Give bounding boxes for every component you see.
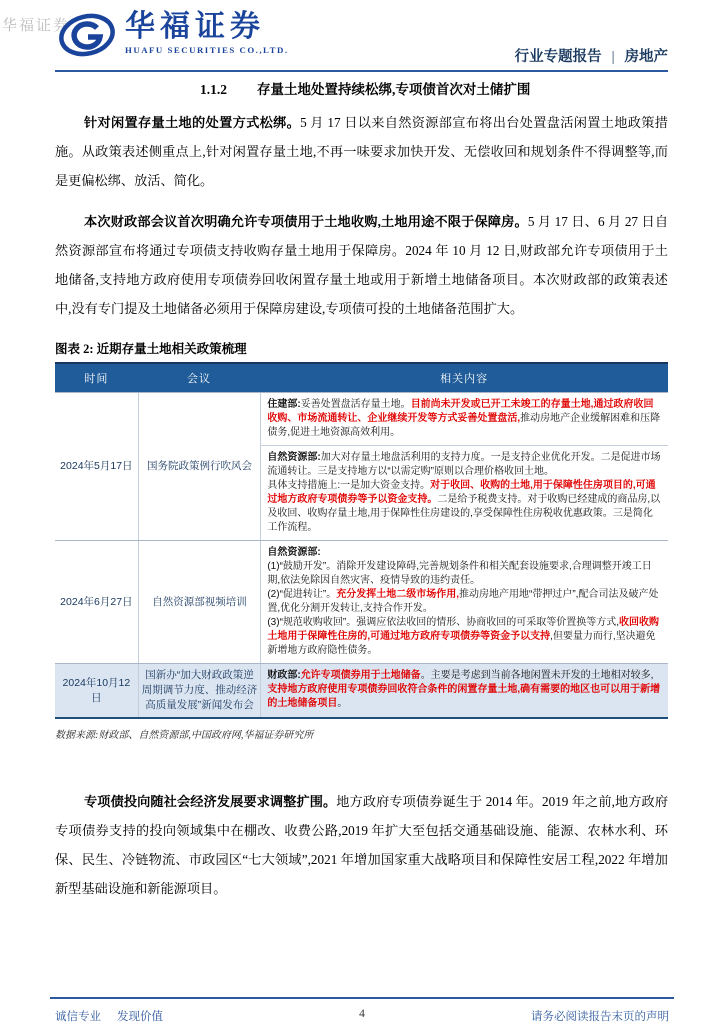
row-meeting: 自然资源部视频培训 <box>138 541 261 663</box>
content-block <box>261 541 668 663</box>
text-segment: 自然资源部: <box>267 547 321 558</box>
footer-disclaimer: 请务必阅读报告末页的声明 <box>531 1011 669 1023</box>
page-footer <box>50 997 674 1023</box>
paragraph <box>55 108 668 195</box>
huafu-swirl-logo-icon <box>58 10 116 60</box>
figure-block <box>55 339 668 741</box>
table-header-row <box>55 364 668 392</box>
policy-table <box>55 364 668 719</box>
page-number: 4 <box>359 1008 365 1020</box>
row-content <box>260 541 668 663</box>
logo-name-cn: 华福证券 <box>125 10 265 43</box>
paragraph-lead: 本次财政部会议首次明确允许专项债用于土地收购,土地用途不限于保障房。 <box>84 214 528 229</box>
text-segment: ,但要量力而行,坚决避免新增地方政府隐性债务。 <box>267 631 656 656</box>
row-meeting: 国务院政策例行吹风会 <box>138 393 261 540</box>
page-header <box>0 0 724 72</box>
section-heading <box>55 78 668 98</box>
paragraph-text: 地方政府专项债券诞生于 2014 年。2019 年之前,地方政府专项债券支持的投向领域集中在棚改、收费公路,2019 年扩大至包括交通基础设施、能源、农林水利、环保、民生、冷链物流、市政园区“七大领域”,2021 年增加国家重大战略项目和保障性安居工程,2022 年增加新型基础设施和新能源项目。 <box>55 794 669 896</box>
report-category <box>515 45 668 66</box>
text-segment: 加大对存量土地盘活利用的支持力度。一是支持企业优化开发。二是促进市场流通转让。三是支持地方以“以需定购”原则以合理价格收回土地。 <box>267 452 661 477</box>
company-logo <box>58 10 289 60</box>
text-segment: 收回收购土地用于保障性住房的,可通过地方政府专项债券等资金予以支持 <box>267 617 660 642</box>
data-source-note: 数据来源:财政部、自然资源部,中国政府网,华福证券研究所 <box>55 730 314 741</box>
paragraph <box>55 787 668 903</box>
table-row <box>55 392 668 540</box>
content-block <box>261 664 668 716</box>
table-row-highlighted <box>55 663 668 717</box>
row-date: 2024年10月12日 <box>62 676 131 704</box>
content-block <box>261 445 668 540</box>
text-segment: 妥善处置盘活存量土地。 <box>300 399 411 410</box>
column-header-content: 相关内容 <box>440 373 489 385</box>
text-segment: 具体支持措施上:一是加大资金支持。 <box>267 480 431 491</box>
row-content <box>260 664 668 717</box>
footer-slogan-2: 发现价值 <box>117 1011 163 1023</box>
text-segment: 充分发挥土地二级市场作用, <box>336 589 460 600</box>
category-divider: | <box>611 49 615 65</box>
logo-text-block <box>125 10 289 55</box>
text-segment: 对于收回、收购的土地,用于保障性住房项目的,可通过地方政府专项债券等予以资金支持。 <box>267 480 656 505</box>
section-number: 1.1.2 <box>200 82 227 97</box>
column-header-time: 时间 <box>84 373 109 385</box>
logo-name-en: HUAFU SECURITIES CO.,LTD. <box>125 45 289 55</box>
paragraph-text: 5 月 17 日以来自然资源部宣布将出台处置盘活闲置土地政策措施。从政策表述侧重点上,针对闲置存量土地,不再一味要求加快开发、无偿收回和规划条件不得调整等,而是更偏松绑、放活、简化。 <box>55 115 668 188</box>
paragraph <box>55 207 668 323</box>
header-rule <box>55 70 668 73</box>
footer-slogan-1: 诚信专业 <box>55 1011 101 1023</box>
text-segment: 支持地方政府使用专项债券回收符合条件的闲置存量土地,确有需要的地区也可以用于新增的土地储备项目 <box>267 684 661 709</box>
table-row <box>55 540 668 663</box>
text-segment: (1)“鼓励开发”。消除开发建设障碍,完善规划条件和相关配套设施要求,合理调整开竣工日期,依法免除因自然灾害、疫情导致的违约责任。 <box>267 561 652 586</box>
footer-rule <box>50 997 674 1000</box>
paragraph-lead: 专项债投向随社会经济发展要求调整扩围。 <box>84 794 337 809</box>
report-body <box>55 74 668 903</box>
row-date: 2024年5月17日 <box>60 460 133 472</box>
text-segment: 目前尚未开发或已开工未竣工的存量土地,通过政府收回收购、市场流通转让、企业继续开发等方式妥善处置盘活, <box>267 399 654 424</box>
text-segment: 二是给予税费支持。对于收购已经建成的商品房,以及收回、收购存量土地,用于保障性住房建设的,享受保障性住房税收优惠政策。三是简化工作流程。 <box>267 494 661 533</box>
text-segment: 。主要是考虑到当前各地闲置未开发的土地相对较多, <box>420 670 654 681</box>
text-segment: 允许专项债券用于土地储备 <box>300 670 421 681</box>
sector-label: 房地产 <box>624 49 668 65</box>
text-segment: (2)“促进转让”。 <box>267 589 337 600</box>
text-segment: (3)“规范收购收回”。强调应依法收回的情形、协商收回的可采取等价置换等方式, <box>267 617 620 628</box>
figure-title: 图表 2: 近期存量土地相关政策梳理 <box>55 339 668 364</box>
section-title: 存量土地处置持续松绑,专项债首次对土储扩围 <box>257 82 531 97</box>
report-type-label: 行业专题报告 <box>514 49 602 65</box>
text-segment: 推动房地产企业缓解困难和压降债务,促进土地资源高效利用。 <box>267 413 661 438</box>
content-block <box>261 393 668 445</box>
paragraph-text: 5 月 17 日、6 月 27 日自然资源部宣布将通过专项债支持收购存量土地用于保障房。2024 年 10 月 12 日,财政部允许专项债用于土地储备,支持地方政府使用专项债券回收闲置存量土地或用于新增土地储备项目。本次财政部的政策表述中,没有专门提及土地储备必须用于保障房建设,专项债可投的土地储备范围扩大。 <box>55 214 669 316</box>
text-segment: 财政部: <box>267 670 301 681</box>
row-date: 2024年6月27日 <box>60 595 133 608</box>
watermark-text: 华福证券 <box>2 18 71 34</box>
text-segment: 住建部: <box>267 399 301 410</box>
row-meeting: 国新办“加大财政政策逆周期调节力度、推动经济高质量发展”新闻发布会 <box>138 664 261 717</box>
text-segment: 。 <box>337 698 348 709</box>
paragraph-lead: 针对闲置存量土地的处置方式松绑。 <box>84 115 301 130</box>
text-segment: 自然资源部: <box>267 452 321 463</box>
text-segment: 推动房地产用地“带押过户”,配合司法及破产处置,优化分割开发转让,支持合作开发。 <box>267 589 659 614</box>
column-header-meeting: 会议 <box>187 373 212 385</box>
row-content <box>260 393 668 540</box>
